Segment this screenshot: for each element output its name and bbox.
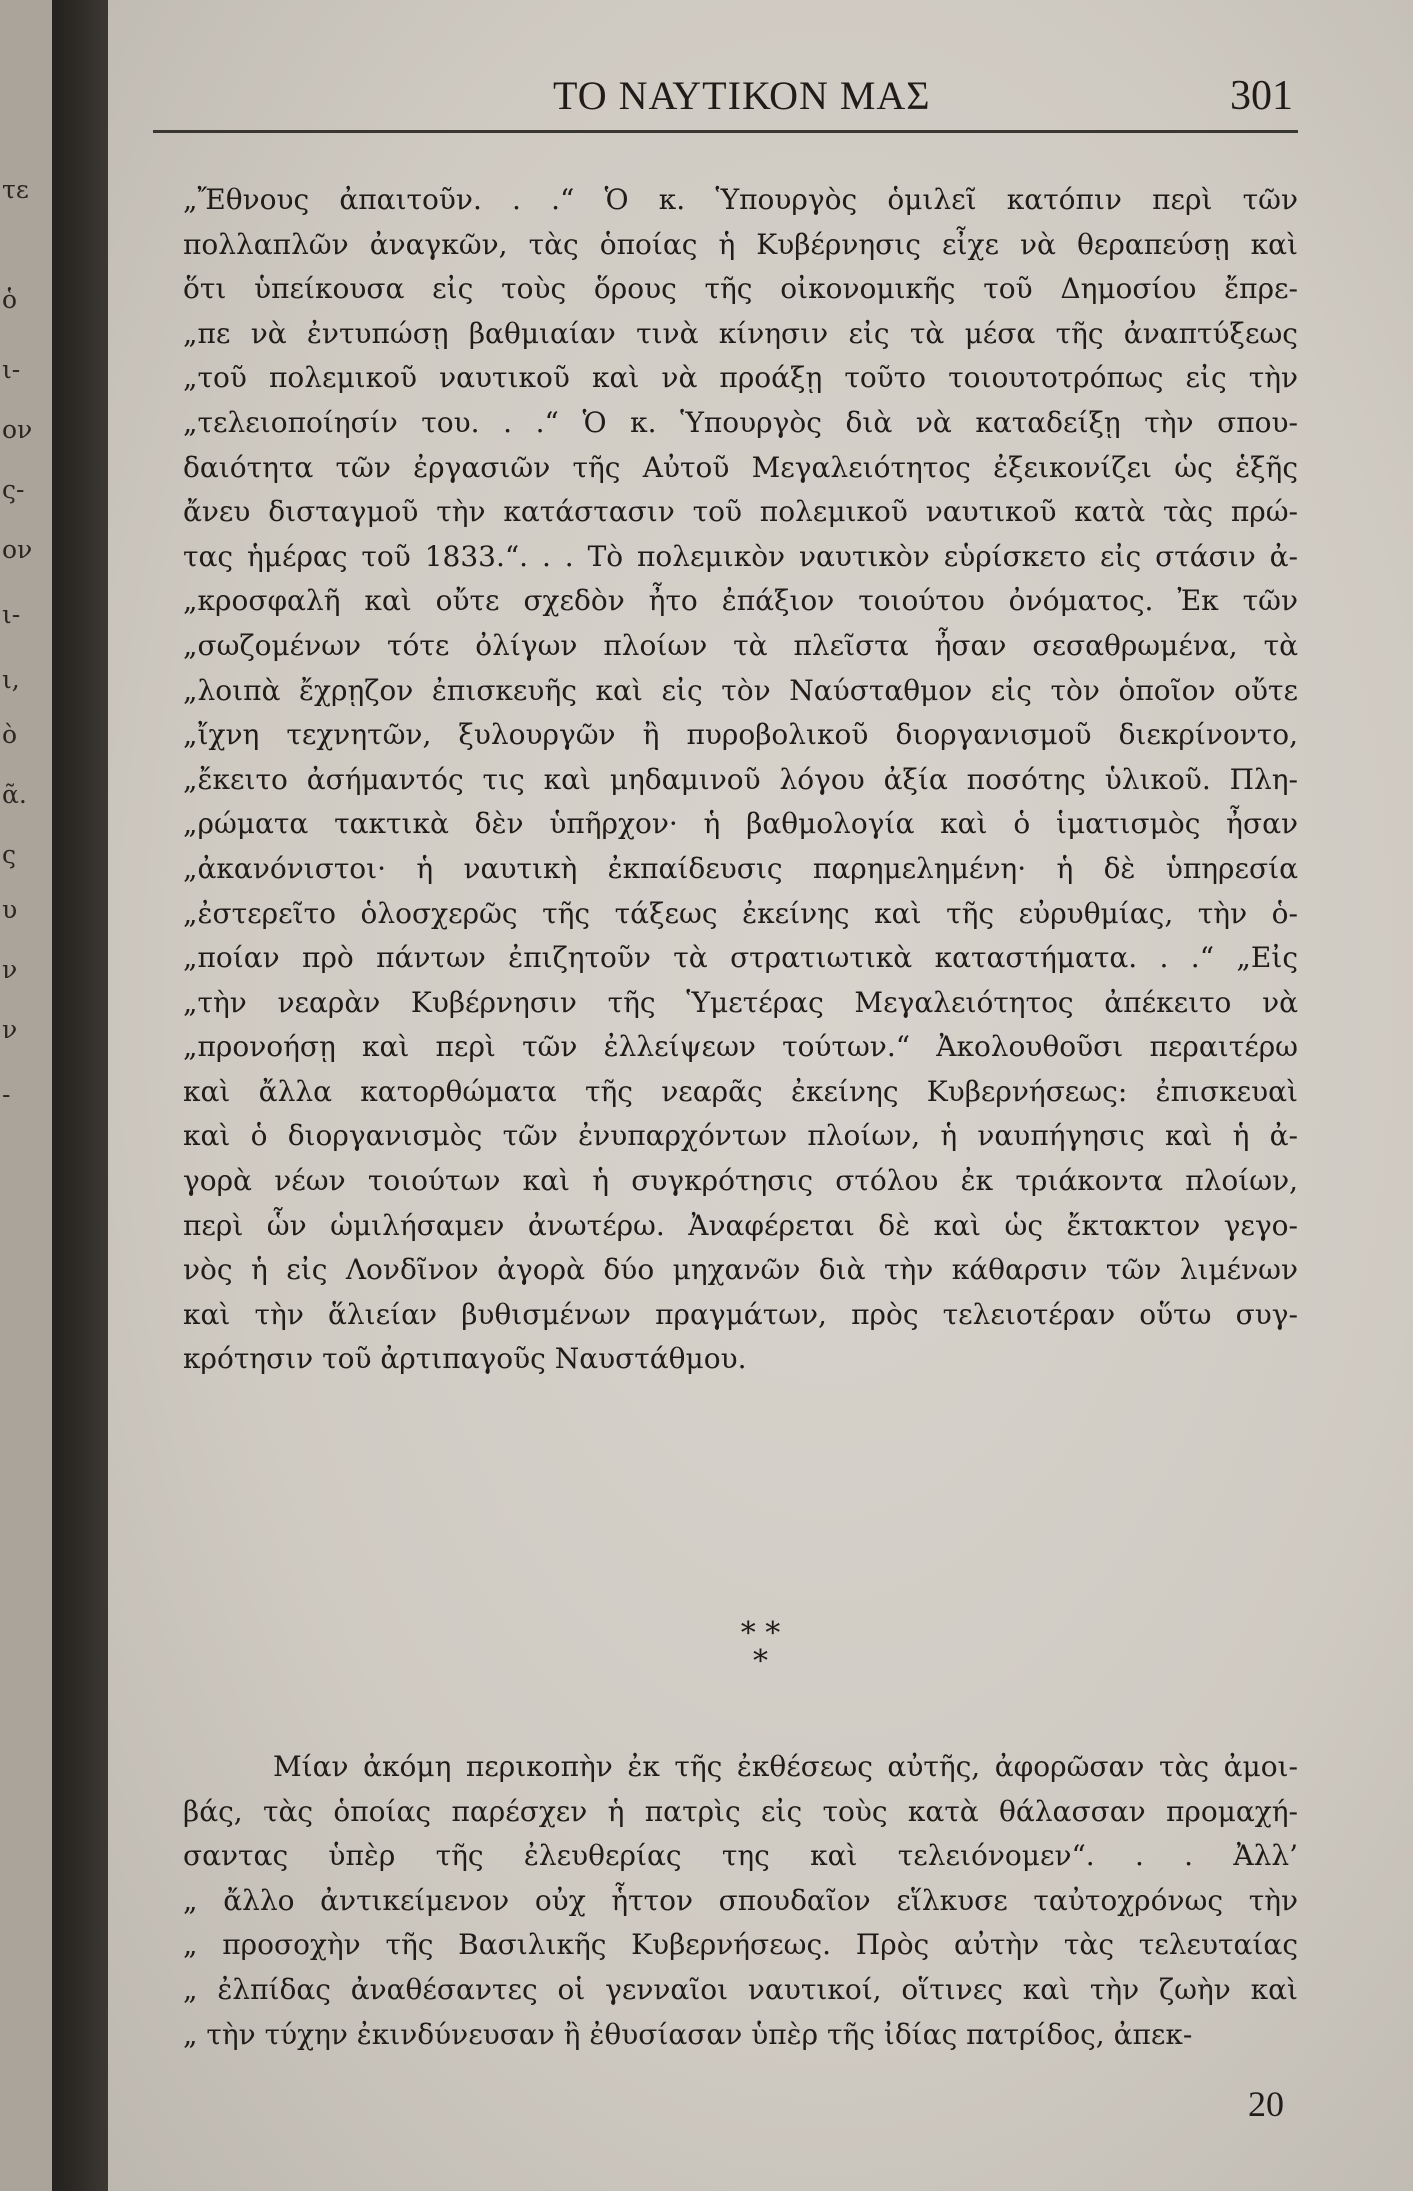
text-line: „λοιπὰ ἔχρῃζον ἐπισκευῆς καὶ εἰς τὸν Ναύσταθμον εἰς τὸν ὁποῖον οὔτε [183,673,1298,707]
text-line: σαντας ὑπὲρ τῆς ἐλευθερίας της καὶ τελειόνομεν“. . . Ἀλλ’ [183,1839,1298,1873]
previous-page-fragment: ι- [2,600,21,629]
page-number: 301 [1230,73,1293,119]
text-line: „ποίαν πρὸ πάντων ἐπιζητοῦν τὰ στρατιωτικὰ καταστήματα. . .“ „Εἰς [183,941,1298,975]
text-line: γορὰ νέων τοιούτων καὶ ἡ συγκρότησις στόλου ἐκ τριάκοντα πλοίων, [183,1164,1298,1198]
text-line: „τὴν νεαρὰν Κυβέρνησιν τῆς Ὑμετέρας Μεγαλειότητος ἀπέκειτο νὰ [183,985,1298,1019]
text-line: „τελειοποίησίν του. . .“ Ὁ κ. Ὑπουργὸς διὰ νὰ καταδείξῃ τὴν σπου- [183,405,1298,439]
text-line: „ ἄλλο ἀντικείμενον οὐχ ἧττον σπουδαῖον εἵλκυσε ταὐτοχρόνως τὴν [183,1883,1298,1917]
paragraph-2 [183,1745,1298,2057]
section-divider-asterisks [108,1616,1413,1690]
text-line: „ἀκανόνιστοι· ἡ ναυτικὴ ἐκπαίδευσις παρημελημένη· ἡ δὲ ὑπηρεσία [183,851,1298,885]
divider-top-asterisks: * * [740,1616,781,1651]
previous-page-fragment: - [2,1080,11,1109]
text-line: κρότησιν τοῦ ἀρτιπαγοῦς Ναυστάθμου. [183,1342,747,1376]
text-line: „ἴχνη τεχνητῶν, ξυλουργῶν ἢ πυροβολικοῦ διοργανισμοῦ διεκρίνοντο, [183,718,1298,752]
paragraph-1 [183,178,1298,1382]
text-line: „ ἐλπίδας ἀναθέσαντες οἱ γενναῖοι ναυτικοί, οἵτινες καὶ τὴν ζωὴν καὶ [183,1972,1298,2006]
text-line: ἄνευ δισταγμοῦ τὴν κατάστασιν τοῦ πολεμικοῦ ναυτικοῦ κατὰ τὰς πρώ- [183,495,1298,529]
text-line: „ τὴν τύχην ἐκινδύνευσαν ἢ ἐθυσίασαν ὑπὲρ τῆς ἰδίας πατρίδος, ἀπεκ- [183,2017,1193,2051]
text-line: δαιότητα τῶν ἐργασιῶν τῆς Αὐτοῦ Μεγαλειότητος ἐξεικονίζει ὡς ἑξῆς [183,450,1298,484]
text-line: καὶ ὁ διοργανισμὸς τῶν ἐνυπαρχόντων πλοίων, ἡ ναυπήγησις καὶ ἡ ἀ- [183,1119,1298,1153]
text-line: τας ἡμέρας τοῦ 1833.“. . . Τὸ πολεμικὸν ναυτικὸν εὑρίσκετο εἰς στάσιν ἀ- [183,539,1298,573]
book-page [108,0,1413,2191]
text-line: Μίαν ἀκόμη περικοπὴν ἐκ τῆς ἐκθέσεως αὐτῆς, ἀφορῶσαν τὰς ἀμοι- [273,1750,1298,1783]
running-title: ΤΟ ΝΑΥΤΙΚΟΝ ΜΑΣ [553,73,931,118]
previous-page-fragment: ι- [2,355,21,384]
previous-page-fragment: τε [2,175,29,204]
text-line: „τοῦ πολεμικοῦ ναυτικοῦ καὶ νὰ προάξῃ τοῦτο τοιουτοτρόπως εἰς τὴν [183,361,1298,395]
previous-page-fragment: ι, [2,665,20,694]
text-line: καὶ ἄλλα κατορθώματα τῆς νεαρᾶς ἐκείνης Κυβερνήσεως: ἐπισκευαὶ [183,1074,1298,1108]
text-line: „ἐστερεῖτο ὁλοσχερῶς τῆς τάξεως ἐκείνης καὶ τῆς εὐρυθμίας, τὴν ὁ- [183,896,1298,930]
text-line: „ρώματα τακτικὰ δὲν ὑπῆρχον· ἡ βαθμολογία καὶ ὁ ἱματισμὸς ἦσαν [183,807,1298,841]
text-line: περὶ ὧν ὡμιλήσαμεν ἀνωτέρω. Ἀναφέρεται δὲ καὶ ὡς ἔκτακτον γεγο- [183,1208,1298,1242]
header-rule [153,130,1298,133]
text-line: ὅτι ὑπείκουσα εἰς τοὺς ὅρους τῆς οἰκονομικῆς τοῦ Δημοσίου ἔπρε- [183,272,1298,306]
text-line: καὶ τὴν ἅλιείαν βυθισμένων πραγμάτων, πρὸς τελειοτέραν οὕτω συγ- [183,1297,1298,1331]
text-line: βάς, τὰς ὁποίας παρέσχεν ἡ πατρὶς εἰς τοὺς κατὰ θάλασσαν προμαχή- [183,1794,1298,1828]
previous-page-fragment: ν [2,1015,18,1044]
text-line: „Ἔθνους ἀπαιτοῦν. . .“ Ὁ κ. Ὑπουργὸς ὁμιλεῖ κατόπιν περὶ τῶν [183,183,1298,216]
text-line: „προνοήσῃ καὶ περὶ τῶν ἐλλείψεων τούτων.“ Ἀκολουθοῦσι περαιτέρω [183,1030,1298,1064]
previous-page-fragment: ᾶ. [2,780,27,809]
previous-page-fragment: ὸ [2,720,18,749]
previous-page-edge [0,0,52,2191]
previous-page-fragment: ὁ [2,285,18,314]
text-line: „ἔκειτο ἀσήμαντός τις καὶ μηδαμινοῦ λόγου ἀξία ποσότης ὑλικοῦ. Πλη- [183,762,1298,796]
divider-bottom-asterisk: * [753,1644,768,1679]
text-line: „κροσφαλῆ καὶ οὔτε σχεδὸν ἦτο ἐπάξιον τοιούτου ὀνόματος. Ἐκ τῶν [183,584,1298,618]
text-line: „πε νὰ ἐντυπώσῃ βαθμιαίαν τινὰ κίνησιν εἰς τὰ μέσα τῆς ἀναπτύξεως [183,316,1298,350]
previous-page-fragment: ν [2,955,18,984]
text-line: „ προσοχὴν τῆς Βασιλικῆς Κυβερνήσεως. Πρὸς αὐτὴν τὰς τελευταίας [183,1928,1298,1962]
text-line: πολλαπλῶν ἀναγκῶν, τὰς ὁποίας ἡ Κυβέρνησις εἶχε νὰ θεραπεύσῃ καὶ [183,227,1298,261]
text-line: νὸς ἡ εἰς Λονδῖνον ἀγορὰ δύο μηχανῶν διὰ τὴν κάθαρσιν τῶν λιμένων [183,1253,1298,1287]
previous-page-fragment: ον [2,535,33,564]
text-line: „σωζομένων τότε ὀλίγων πλοίων τὰ πλεῖστα ἦσαν σεσαθρωμένα, τὰ [183,628,1298,662]
previous-page-fragment: ον [2,415,33,444]
previous-page-fragment: ς- [2,475,25,504]
running-head [108,72,1413,132]
previous-page-fragment: ς [2,840,17,869]
previous-page-fragment: υ [2,895,18,924]
signature-mark: 20 [1248,2084,1284,2124]
